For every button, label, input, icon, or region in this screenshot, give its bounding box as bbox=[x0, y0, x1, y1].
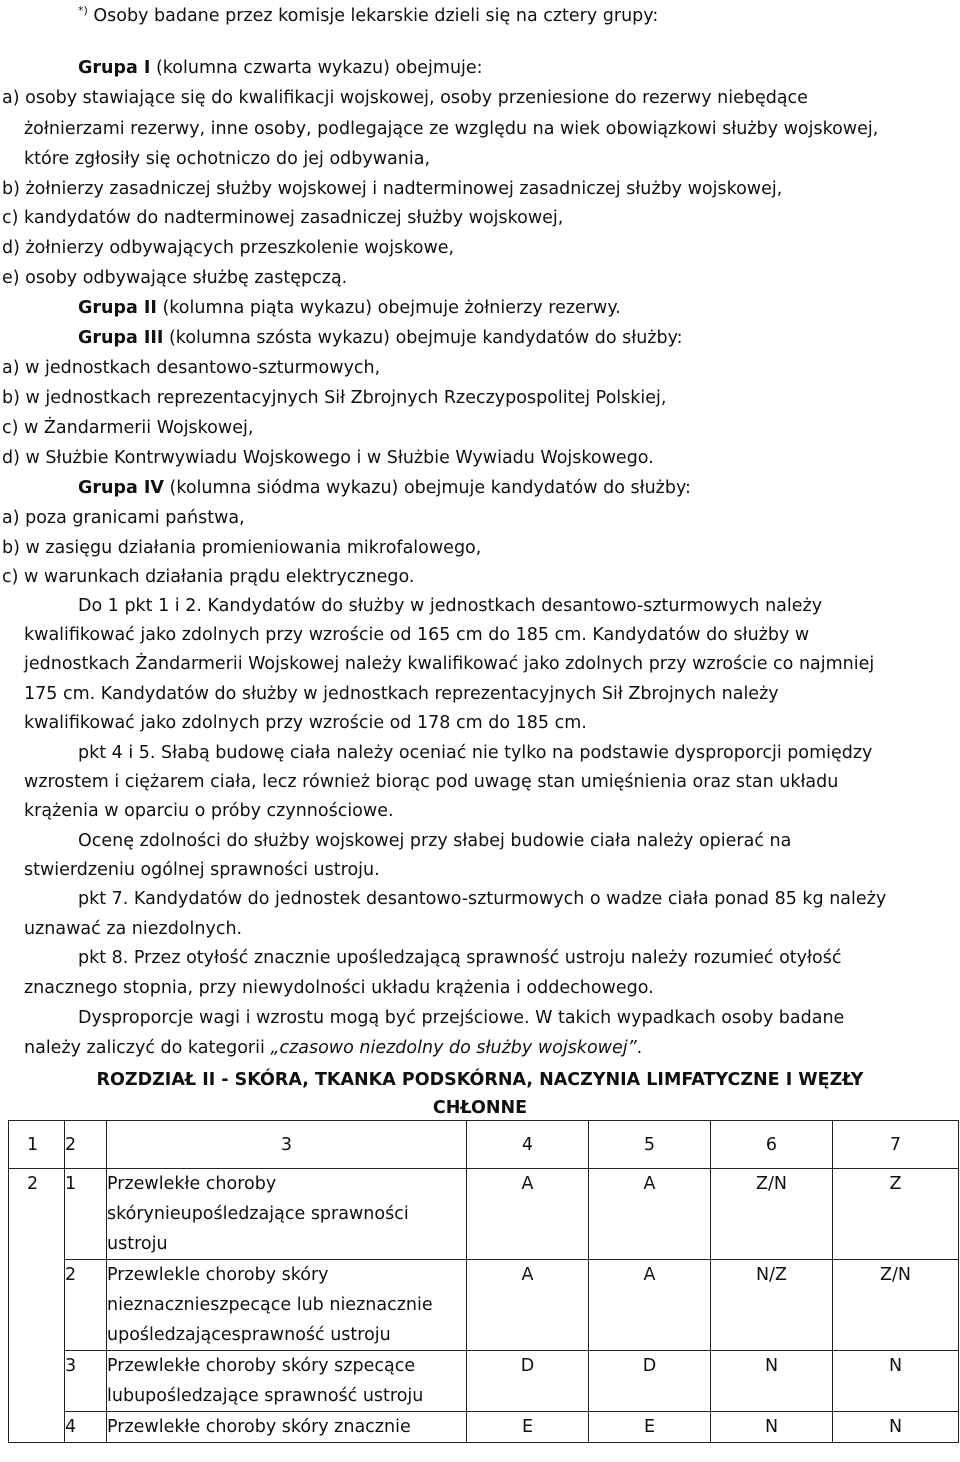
grupa3-label: Grupa III bbox=[78, 328, 164, 348]
section-heading-line2: CHŁONNE bbox=[432, 1098, 528, 1118]
category-table bbox=[8, 1120, 959, 1443]
note5-line: pkt 8. Przez otyłość znacznie upośledzającą sprawność ustroju należy rozumieć otyłość bbox=[78, 948, 842, 968]
note2-line: wzrostem i ciężarem ciała, lecz również biorąc pod uwagę stan umięśnienia oraz stan układu bbox=[24, 772, 839, 792]
table-row bbox=[9, 1169, 959, 1260]
grupa1-line-c: c) kandydatów do nadterminowej zasadniczej służby wojskowej, bbox=[2, 208, 564, 228]
note6-end: . bbox=[636, 1038, 643, 1058]
table-row bbox=[9, 1412, 959, 1443]
note4-line: uznawać za niezdolnych. bbox=[24, 919, 243, 939]
grupa1-line-a2: żołnierzami rezerwy, inne osoby, podlegające ze względu na wiek obowiązkowi służby wojskowej, bbox=[24, 119, 879, 139]
grupa1-label: Grupa I bbox=[78, 58, 151, 78]
note1-line: Do 1 pkt 1 i 2. Kandydatów do służby w jednostkach desantowo-szturmowych należy bbox=[78, 596, 823, 616]
grupa3-line-a: a) w jednostkach desantowo-szturmowych, bbox=[2, 358, 381, 378]
note1-line: kwalifikować jako zdolnych przy wzroście od 178 cm do 185 cm. bbox=[24, 713, 587, 733]
section-number-cell: 2 bbox=[9, 1169, 65, 1443]
note4-line: pkt 7. Kandydatów do jednostek desantowo-szturmowych o wadze ciała ponad 85 kg należy bbox=[78, 889, 887, 909]
header-cell: 6 bbox=[711, 1121, 833, 1169]
row-description: Przewlekłe choroby skóry znacznie bbox=[107, 1412, 467, 1443]
intro-line bbox=[78, 4, 658, 28]
note6-text: należy zaliczyć do kategorii bbox=[24, 1038, 271, 1058]
group1-value: A bbox=[467, 1169, 589, 1260]
row-description: Przewlekłe choroby skórynieupośledzające sprawności ustroju bbox=[107, 1169, 467, 1260]
table-header-row bbox=[9, 1121, 959, 1169]
grupa1-line-a: a) osoby stawiające się do kwalifikacji wojskowej, osoby przeniesione do rezerwy niebędące bbox=[2, 88, 808, 108]
note1-line: 175 cm. Kandydatów do służby w jednostkach reprezentacyjnych Sił Zbrojnych należy bbox=[24, 684, 779, 704]
row-number: 2 bbox=[65, 1260, 107, 1351]
header-cell: 4 bbox=[467, 1121, 589, 1169]
row-description: Przewlekłe choroby skóry szpecące lubupośledzające sprawność ustroju bbox=[107, 1351, 467, 1412]
group4-value: N bbox=[833, 1351, 959, 1412]
table-row bbox=[9, 1351, 959, 1412]
grupa3-line-b: b) w jednostkach reprezentacyjnych Sił Zbrojnych Rzeczypospolitej Polskiej, bbox=[2, 388, 667, 408]
note3-line: Ocenę zdolności do służby wojskowej przy słabej budowie ciała należy opierać na bbox=[78, 831, 792, 851]
header-cell: 2 bbox=[65, 1121, 107, 1169]
grupa4-line-b: b) w zasięgu działania promieniowania mikrofalowego, bbox=[2, 538, 482, 558]
group3-value: N/Z bbox=[711, 1260, 833, 1351]
grupa1-line-e: e) osoby odbywające służbę zastępczą. bbox=[2, 268, 348, 288]
grupa4-label: Grupa IV bbox=[78, 478, 164, 498]
group2-value: E bbox=[589, 1412, 711, 1443]
header-cell: 7 bbox=[833, 1121, 959, 1169]
grupa1-line-a3: które zgłosiły się ochotniczo do jej odbywania, bbox=[24, 149, 431, 169]
grupa3-rest: (kolumna szósta wykazu) obejmuje kandydatów do służby: bbox=[163, 328, 683, 348]
note5-line: znacznego stopnia, przy niewydolności układu krążenia i oddechowego. bbox=[24, 978, 654, 998]
header-cell: 3 bbox=[107, 1121, 467, 1169]
intro-text: Osoby badane przez komisje lekarskie dzieli się na cztery grupy: bbox=[93, 6, 659, 26]
row-description: Przewlekle choroby skóry nieznacznieszpecące lub nieznacznie upośledzającesprawność ustroju bbox=[107, 1260, 467, 1351]
grupa2-label: Grupa II bbox=[78, 298, 157, 318]
group1-value: D bbox=[467, 1351, 589, 1412]
note1-line: jednostkach Żandarmerii Wojskowej należy kwalifikować jako zdolnych przy wzroście co najmniej bbox=[24, 654, 875, 674]
note2-line: krążenia w oparciu o próby czynnościowe. bbox=[24, 801, 394, 821]
note6-quote: „czasowo niezdolny do służby wojskowej” bbox=[270, 1038, 637, 1058]
grupa3-line-c: c) w Żandarmerii Wojskowej, bbox=[2, 418, 254, 438]
note6-line2 bbox=[24, 1036, 642, 1060]
grupa4-rest: (kolumna siódma wykazu) obejmuje kandydatów do służby: bbox=[163, 478, 691, 498]
group3-value: Z/N bbox=[711, 1169, 833, 1260]
group4-value: N bbox=[833, 1412, 959, 1443]
header-cell: 1 bbox=[9, 1121, 65, 1169]
note6-line: Dysproporcje wagi i wzrostu mogą być przejściowe. W takich wypadkach osoby badane bbox=[78, 1008, 845, 1028]
note2-line: pkt 4 i 5. Słabą budowę ciała należy oceniać nie tylko na podstawie dysproporcji pomiędzy bbox=[78, 743, 873, 763]
note1-line: kwalifikować jako zdolnych przy wzroście od 165 cm do 185 cm. Kandydatów do służby w bbox=[24, 625, 810, 645]
row-number: 4 bbox=[65, 1412, 107, 1443]
group1-value: E bbox=[467, 1412, 589, 1443]
group2-value: A bbox=[589, 1169, 711, 1260]
row-number: 1 bbox=[65, 1169, 107, 1260]
grupa1-heading bbox=[78, 56, 483, 80]
grupa1-line-b: b) żołnierzy zasadniczej służby wojskowej i nadterminowej zasadniczej służby wojskowej, bbox=[2, 179, 783, 199]
group4-value: Z bbox=[833, 1169, 959, 1260]
table-row bbox=[9, 1260, 959, 1351]
note3-line: stwierdzeniu ogólnej sprawności ustroju. bbox=[24, 860, 380, 880]
header-cell: 5 bbox=[589, 1121, 711, 1169]
grupa1-rest: (kolumna czwarta wykazu) obejmuje: bbox=[150, 58, 483, 78]
group1-value: A bbox=[467, 1260, 589, 1351]
grupa4-line-a: a) poza granicami państwa, bbox=[2, 508, 245, 528]
grupa4-heading bbox=[78, 476, 691, 500]
group4-value: Z/N bbox=[833, 1260, 959, 1351]
footnote-mark: *) bbox=[78, 4, 88, 18]
row-number: 3 bbox=[65, 1351, 107, 1412]
grupa3-line-d: d) w Służbie Kontrwywiadu Wojskowego i w Służbie Wywiadu Wojskowego. bbox=[2, 448, 654, 468]
grupa2-rest: (kolumna piąta wykazu) obejmuje żołnierzy rezerwy. bbox=[156, 298, 621, 318]
group3-value: N bbox=[711, 1351, 833, 1412]
section-heading-line1: ROZDZIAŁ II - SKÓRA, TKANKA PODSKÓRNA, NACZYNIA LIMFATYCZNE I WĘZŁY bbox=[96, 1070, 864, 1090]
group3-value: N bbox=[711, 1412, 833, 1443]
grupa2-line bbox=[78, 296, 621, 320]
grupa1-line-d: d) żołnierzy odbywających przeszkolenie wojskowe, bbox=[2, 238, 455, 258]
grupa3-heading bbox=[78, 326, 683, 350]
group2-value: A bbox=[589, 1260, 711, 1351]
grupa4-line-c: c) w warunkach działania prądu elektrycznego. bbox=[2, 567, 415, 587]
group2-value: D bbox=[589, 1351, 711, 1412]
